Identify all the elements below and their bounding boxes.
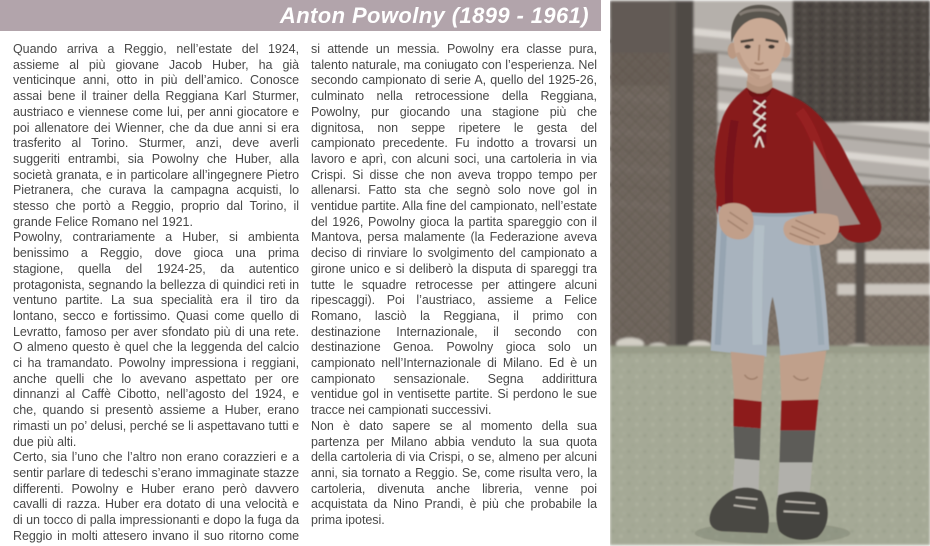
title-bar <box>0 0 601 31</box>
paragraph-4: Non è dato sapere se al momento della sua partenza per Milano abbia venduto la sua quota della cartoleria di via Crispi, o se, almeno per alcuni anni, sia tornato a Reggio. Se, come risulta vero, la cartoleria, divenuta anche libreria, venne poi acquistata da Nino Prandi, è più che probabile la prima ipotesi. <box>311 418 597 528</box>
page-title: Anton Powolny (1899 - 1961) <box>279 3 589 28</box>
article-text <box>13 42 597 546</box>
player-photo <box>610 0 930 546</box>
paragraph-3: Certo, sia l’uno che l’altro non erano corazzieri e a sentir parlare di tedeschi s’erano immaginate stazze differenti. Powolny e Huber erano però davvero cavalli di razza. Huber era dotato di una velocità e di un tocco di palla impressionanti e dopo la fuga da Reggio in molti attesero invano il suo ritorno come si attende un messia. Powolny era classe pura, talento naturale, ma coniugato con l’esperienza. Nel secondo campionato di serie A, quello del 1925-26, culminato nella retrocessione della Reggiana, Powolny, pur giocando una stagione più che dignitosa, non seppe ripetere le gesta del campionato precedente. Fu indotto a trovarsi un lavoro e aprì, con alcuni soci, una cartoleria in via Crispi. Si disse che non aveva troppo tempo per allenarsi. Fatto sta che segnò solo nove gol in ventidue partite. Alla fine del campionato, nell’estate del 1926, Powolny gioca la partita spareggio con il Mantova, persa malamente (la Federazione aveva deciso di rinviare lo svolgimento del campionato a girone unico e si deliberò la disputa di spareggi tra tutte le squadre retrocesse per attingere alcuni ripescaggi). Poi l’austriaco, assieme a Felice Romano, lasciò la Reggiana, il primo con destinazione Internazionale, il secondo con destinazione Genoa. Powolny gioca solo un campionato nell’Internazionale di Milano. Ed è un campionato sensazionale. Segna addirittura ventidue gol in ventisette partite. Si perdono le sue tracce nei campionati successivi. <box>13 42 597 543</box>
paragraph-2: Powolny, contrariamente a Huber, si ambienta benissimo a Reggio, dove gioca una prima stagione, quella del 1924-25, da autentico protagonista, segnando la bellezza di quindici reti in ventuno partite. La sua specialità era il tiro da lontano, secco e fortissimo. Quasi come quello di Levratto, famoso per aver sfondato più di una rete. O almeno questo è quel che la leggenda del calcio ci ha tramandato. Powolny impressiona i reggiani, anche quelli che lo avevano aspettato per ore dinnanzi al Caffè Cibotto, nell’agosto del 1924, e che, quando si presentò assieme a Huber, erano rimasti un po’ delusi, perché se li aspettavano tutti e due più alti. <box>13 230 299 449</box>
paragraph-1: Quando arriva a Reggio, nell’estate del 1924, assieme al più giovane Jacob Huber, ha già venticinque anni, otto in più dell’amico. Conosce assai bene il trainer della Reggiana Karl Sturmer, austriaco e viennese come lui, per anni giocatore e poi allenatore dei Wienner, che da due anni si era trasferito al Torino. Sturmer, anzi, deve averli suggeriti entrambi, sia Powolny che Huber, alla società granata, e in particolare all’ingegnere Pietro Pietranera, che curava la campagna acquisti, lo stesso che portò a Reggio, proprio dal Torino, il grande Felice Romano nel 1921. <box>13 42 299 229</box>
